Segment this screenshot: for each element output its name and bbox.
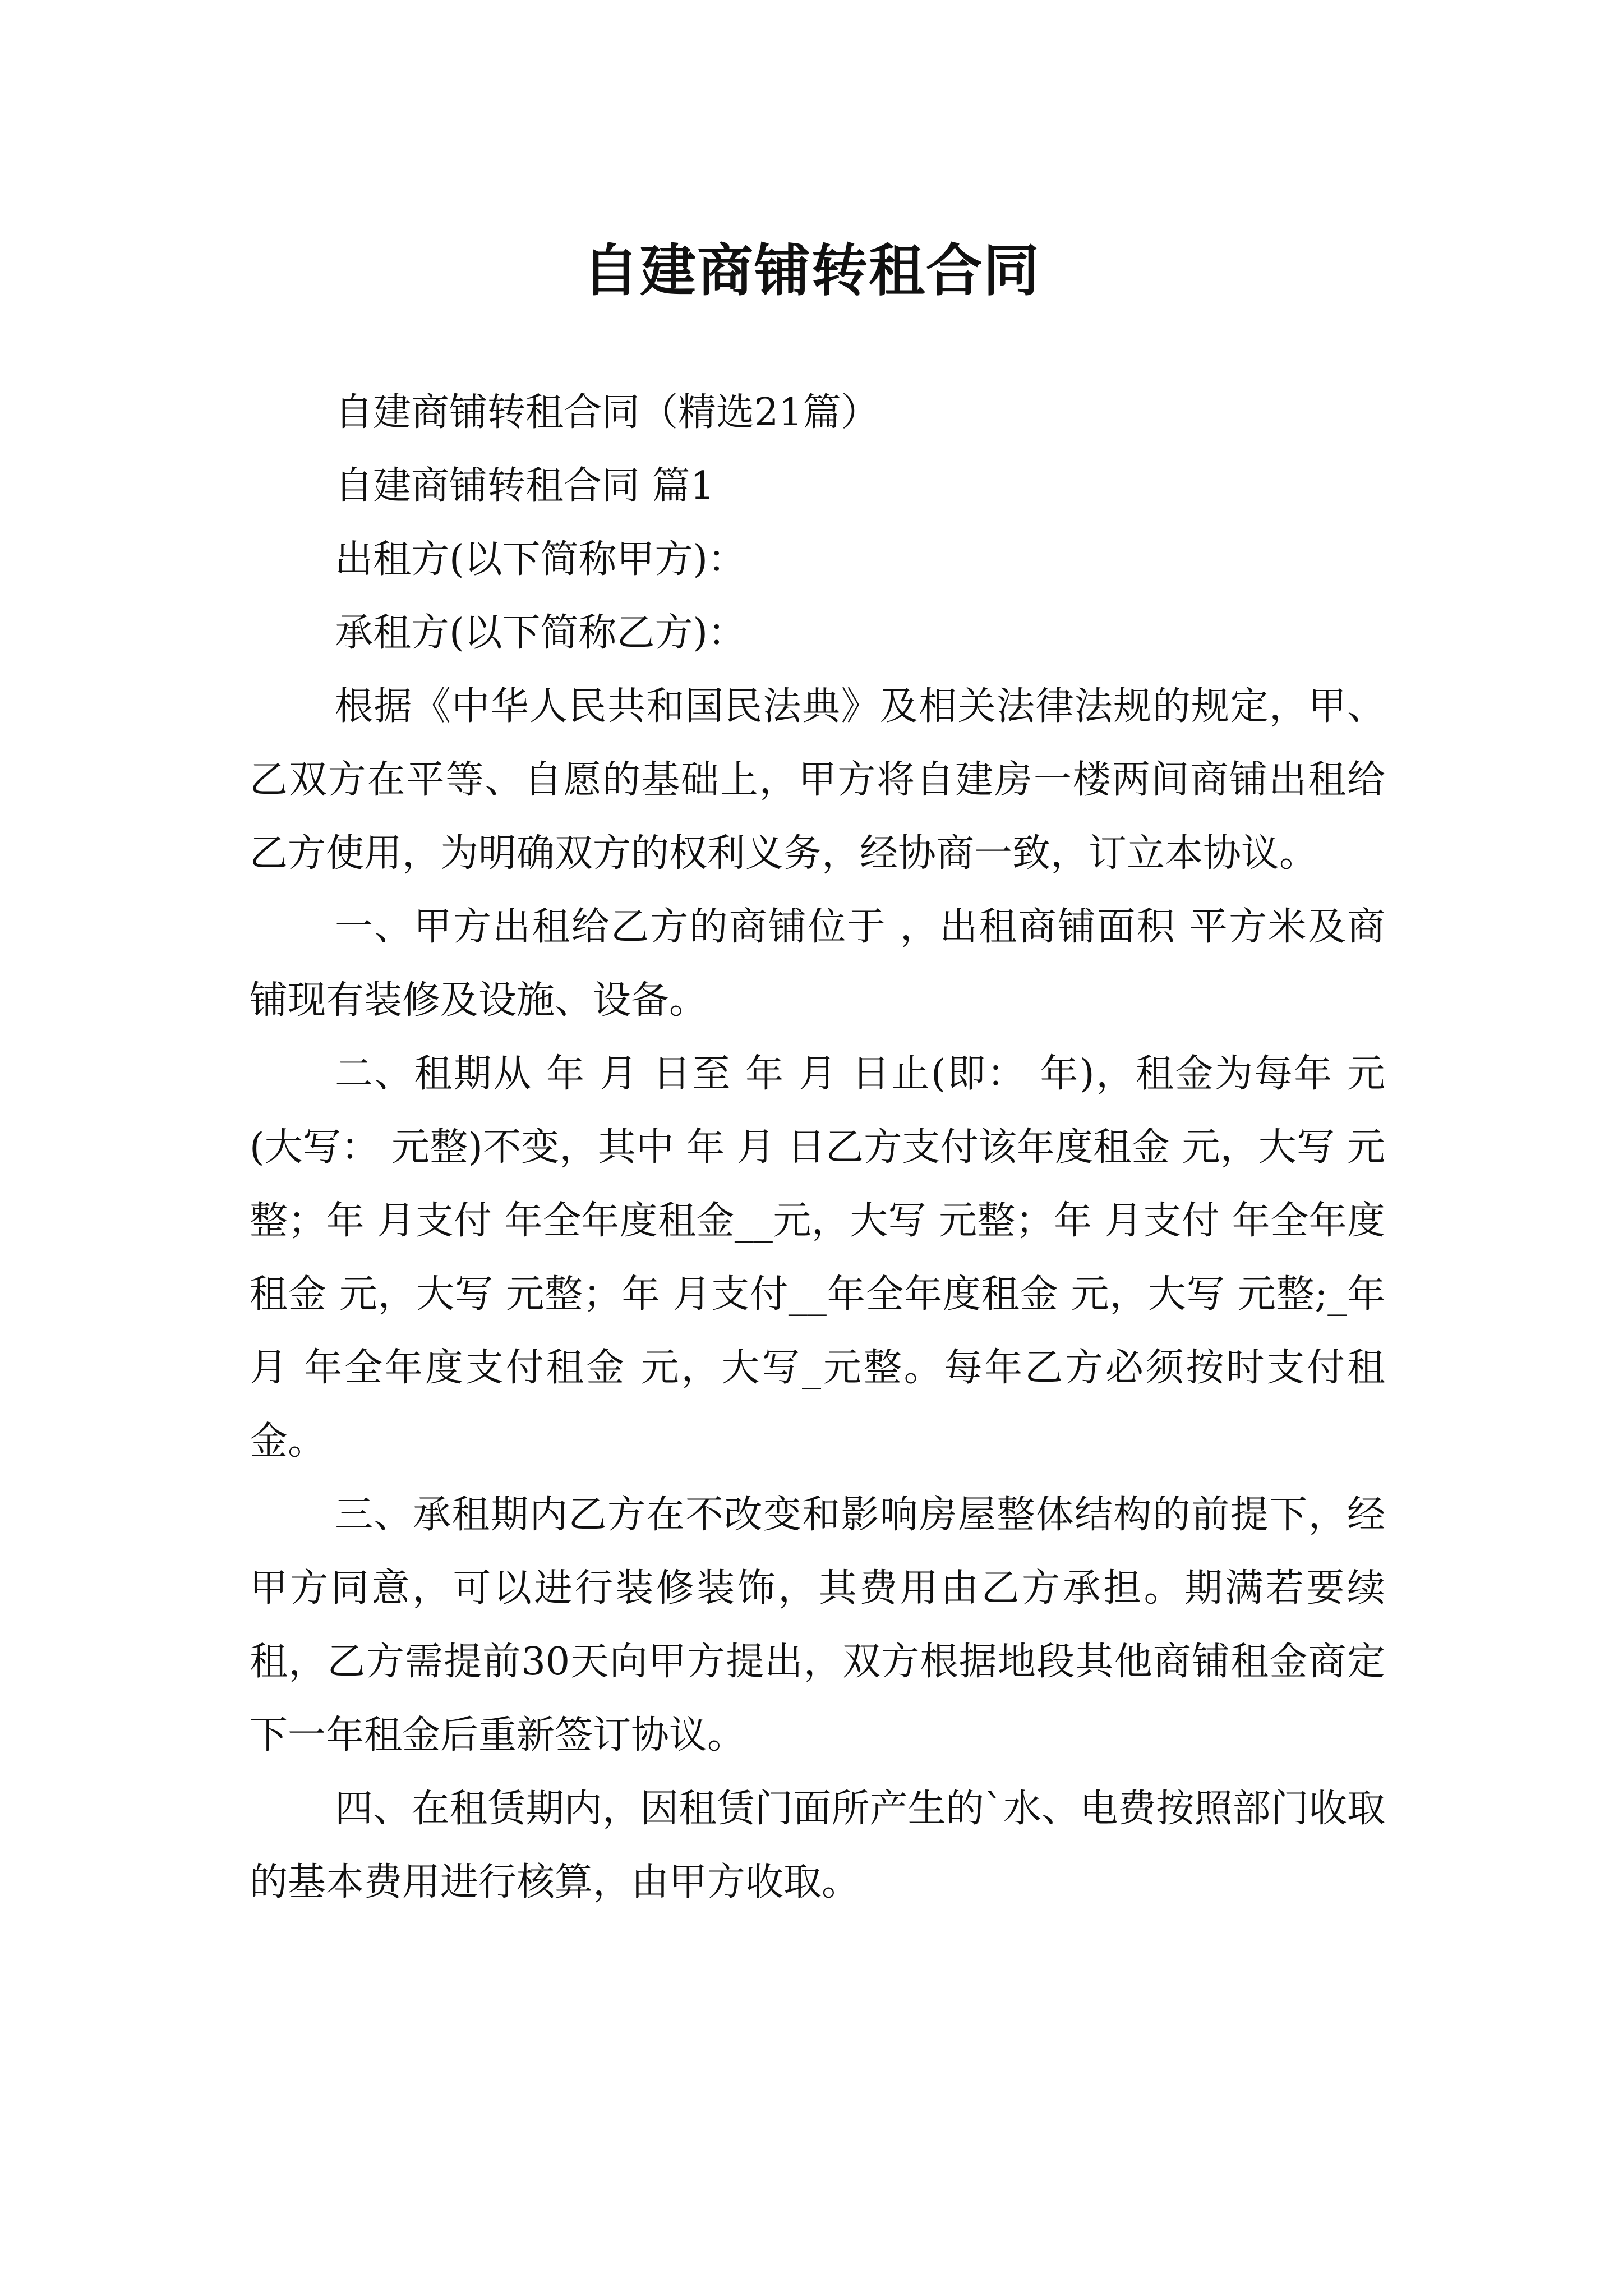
- paragraph-clause-3: 三、承租期内乙方在不改变和影响房屋整体结构的前提下，经甲方同意，可以进行装修装饰，其费用由乙方承担。期满若要续租，乙方需提前30天向甲方提出，双方根据地段其他商铺租金商定下一年租金后重新签订协议。: [250, 1493, 1385, 1757]
- paragraph-chapter-heading: 自建商铺转租合同 篇1: [335, 464, 714, 508]
- paragraph-clause-4: 四、在租赁期内，因租赁门面所产生的`水、电费按照部门收取的基本费用进行核算，由甲方收取。: [250, 1787, 1385, 1904]
- paragraph-preamble: 根据《中华人民共和国民法典》及相关法律法规的规定，甲、乙双方在平等、自愿的基础上，甲方将自建房一楼两间商铺出租给乙方使用，为明确双方的权利义务，经协商一致，订立本协议。: [250, 684, 1385, 876]
- document-title: 自建商铺转租合同: [583, 237, 1040, 303]
- document-body: [250, 376, 1385, 1919]
- paragraph-collection-heading: 自建商铺转租合同（精选21篇）: [335, 390, 879, 435]
- paragraph-lessor: 出租方(以下简称甲方)：: [335, 537, 746, 582]
- paragraph-clause-2: 二、租期从 年 月 日至 年 月 日止(即： 年)，租金为每年 元(大写： 元整)不变，其中 年 月 日乙方支付该年度租金 元，大写 元整；年 月支付 年全年度租金__元，大写 元整；年 月支付 年全年度租金 元，大写 元整；年 月支付__年全年度租金 元，大写 元整;_年 月 年全年度支付租金 元，大写_元整。每年乙方必须按时支付租金。: [250, 1052, 1385, 1464]
- paragraph-clause-1: 一、甲方出租给乙方的商铺位于 ，出租商铺面积 平方米及商铺现有装修及设施、设备。: [250, 905, 1385, 1023]
- paragraph-lessee: 承租方(以下简称乙方)：: [335, 611, 746, 655]
